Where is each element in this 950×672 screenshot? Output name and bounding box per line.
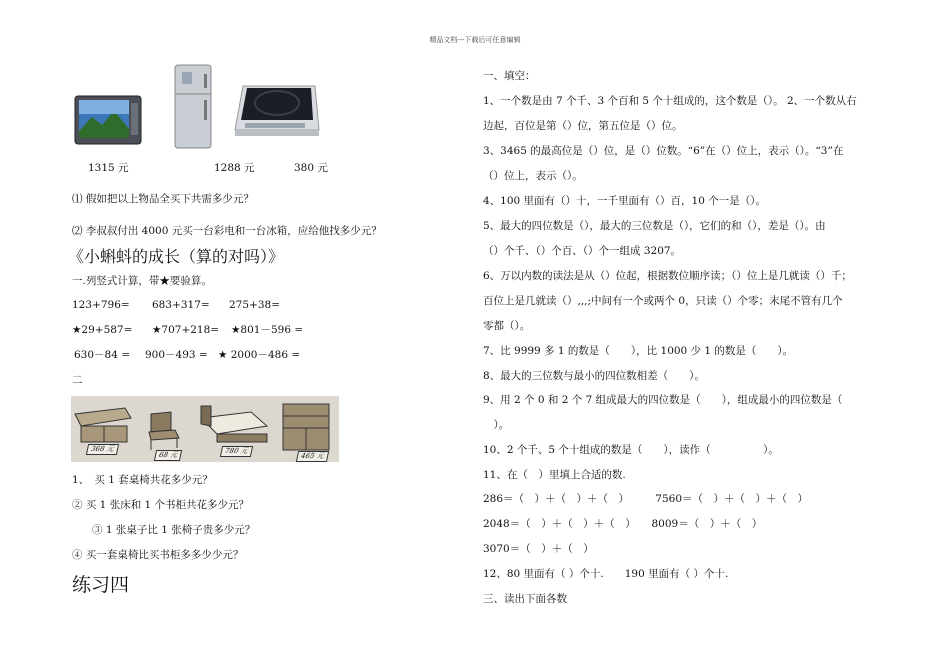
text-line: （）个千、（）个百、（）个一组成 3207。 <box>483 245 682 257</box>
text-line: 7、比 9999 多 1 的数是（ ），比 1000 少 1 的数是（ ）。 <box>483 345 794 357</box>
text-line: 6、万以内数的读法是从（）位起，根据数位顺序读；（）位上是几就读（）千； <box>483 270 852 282</box>
text-line: 4、100 里面有（）十，一千里面有（）百，10 个一是（）。 <box>483 195 767 207</box>
section-2-heading: 二 <box>72 374 83 386</box>
furniture-question: ② 买 1 张床和 1 个书柜共花多少元？ <box>72 499 250 511</box>
text-line: 零都（）。 <box>483 320 531 332</box>
calc-item: 683+317= <box>152 299 210 311</box>
calc-item: ★29+587= <box>72 324 133 336</box>
text-line: 5、最大的四位数是（），最大的三位数是（），它们的和（），差是（）。由 <box>483 220 826 232</box>
question-1: ⑴ 假如把以上物品全买下共需多少元？ <box>72 193 254 205</box>
text-line: 2048＝（ ）＋（ ）＋（ ） 8009＝（ ）＋（ ） <box>483 518 763 530</box>
page-header: 精品文档---下载后可任意编辑 <box>429 36 521 44</box>
fill-blank-heading: 一、填空： <box>483 70 536 82</box>
text-line: ）。 <box>483 419 510 431</box>
text-line: （）位上，表示（）。 <box>483 170 583 182</box>
section-title: 《小蝌蚪的成长（算的对吗）》 <box>68 247 285 266</box>
tv-image <box>74 95 142 145</box>
cooker-price: 380 元 <box>294 162 328 174</box>
desk-price-tag: 368 元 <box>86 444 119 455</box>
tv-price: 1315 元 <box>88 162 129 174</box>
text-line: 8、最大的三位数与最小的四位数相差（ ）。 <box>483 370 705 382</box>
calc-item: 630－84 = <box>74 349 131 361</box>
calc-item: 900－493 = <box>145 349 208 361</box>
calc-item: 123+796= <box>72 299 130 311</box>
induction-cooker-image <box>233 82 320 140</box>
furniture-question: ④ 买一套桌椅比买书柜多多少少元？ <box>72 549 244 561</box>
fridge-price: 1288 元 <box>214 162 255 174</box>
text-line: 9、用 2 个 0 和 2 个 7 组成最大的四位数是（ ），组成最小的四位数是（ <box>483 394 843 406</box>
text-line: 11、在（ ）里填上合适的数. <box>483 469 626 481</box>
practice-heading: 练习四 <box>72 574 130 596</box>
furniture-question: ③ 1 张桌子比 1 张椅子贵多少元？ <box>92 524 256 536</box>
text-line: 1、一个数是由 7 个千、3 个百和 5 个十组成的，这个数是（）。 2、一个数从右 <box>483 95 857 107</box>
furniture-image <box>71 396 339 462</box>
fridge-image <box>174 64 212 149</box>
question-2: ⑵ 李叔叔付出 4000 元买一台彩电和一台冰箱，应给他找多少元？ <box>72 225 382 237</box>
bookcase-price-tag: 465 元 <box>296 451 329 462</box>
bed-price-tag: 780 元 <box>220 446 253 457</box>
section-1-heading: 一.列竖式计算，带★要验算。 <box>72 275 212 287</box>
text-line: 百位上是几就读（）,,,;中间有一个或两个 0，只读（）个零；末尾不管有几个 <box>483 295 843 307</box>
text-line: 12、80 里面有（ ）个十. 190 里面有（ ）个十. <box>483 568 729 580</box>
calc-item: ★ 2000－486 = <box>218 349 301 361</box>
calc-item: ★801－596 = <box>231 324 304 336</box>
text-line: 边起，百位是第（）位，第五位是（）位。 <box>483 120 683 132</box>
calc-item: 275+38= <box>229 299 280 311</box>
text-line: 10、2 个千、5 个十组成的数是（ ），读作（ ）。 <box>483 444 779 456</box>
text-line: 3、3465 的最高位是（）位，是（）位数。“6”在（）位上，表示（）。“3”在 <box>483 145 844 157</box>
furniture-question: 1、 买 1 套桌椅共花多少元？ <box>72 474 213 486</box>
calc-item: ★707+218= <box>152 324 220 336</box>
chair-price-tag: 68 元 <box>154 450 182 461</box>
text-line: 286＝（ ）＋（ ）＋（ ） 7560＝（ ）＋（ ）＋（ ） <box>483 493 809 505</box>
text-line: 3070＝（ ）＋（ ） <box>483 543 594 555</box>
read-numbers-heading: 三、读出下面各数 <box>483 593 567 605</box>
